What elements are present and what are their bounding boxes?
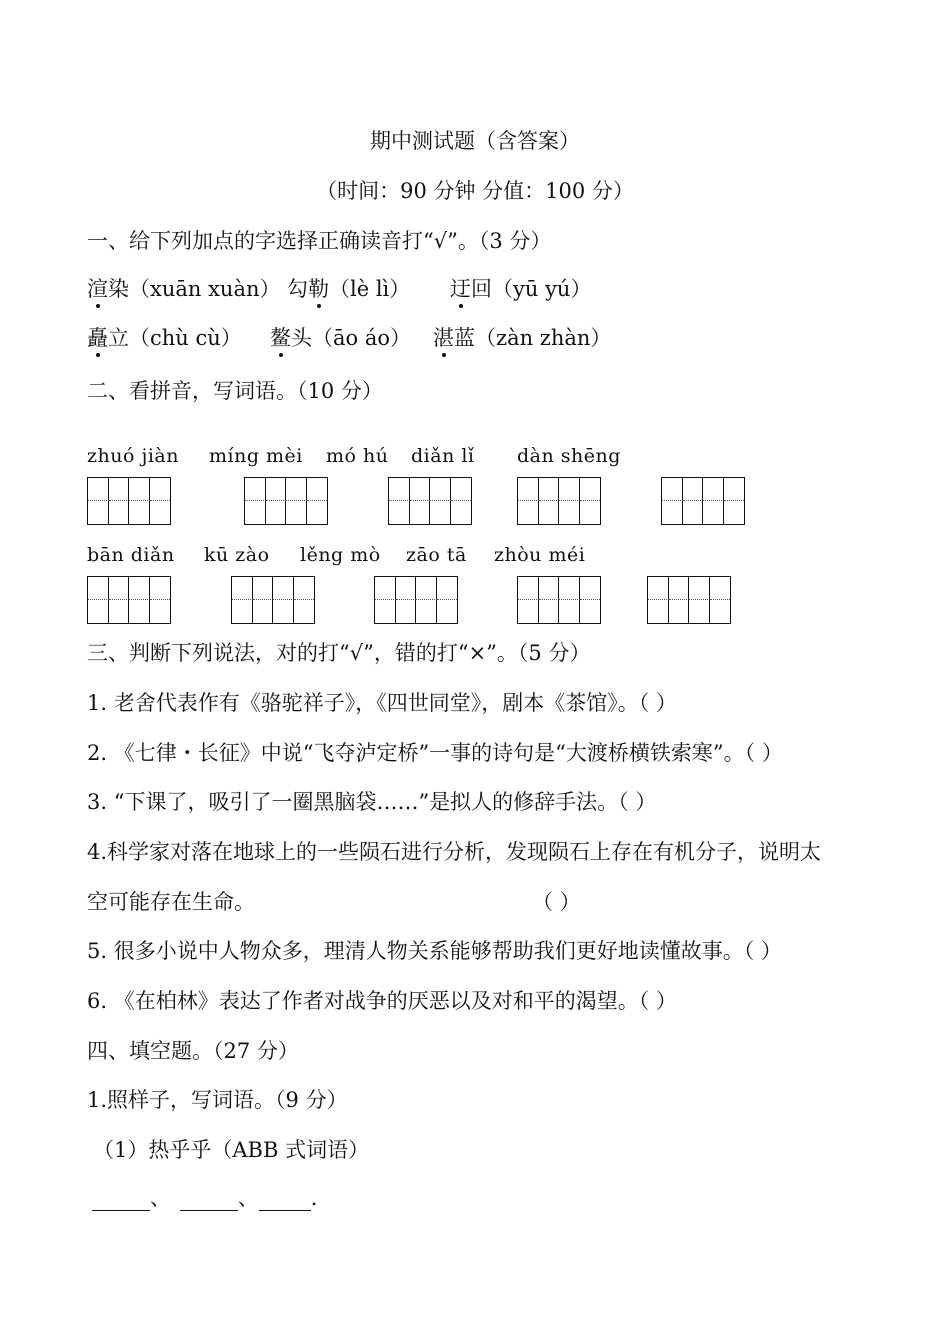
word-char: 蓝 [454, 326, 475, 350]
word-char: 立 [108, 326, 129, 350]
pinyin-label: diǎn lǐ [411, 445, 475, 467]
pinyin-options[interactable]: （āo áo） [312, 326, 412, 350]
writing-grid[interactable] [374, 576, 458, 624]
writing-grid[interactable] [661, 477, 745, 525]
section1-heading: 一、给下列加点的字选择正确读音打“√”。（3 分） [87, 229, 552, 253]
writing-grid[interactable] [244, 477, 328, 525]
writing-grid[interactable] [388, 477, 472, 525]
section3-heading: 三、判断下列说法，对的打“√”，错的打“×”。（5 分） [87, 641, 591, 665]
writing-grid[interactable] [87, 576, 171, 624]
word-char: 勾 [287, 277, 308, 301]
dotted-char: 鳌 [270, 326, 291, 350]
writing-grid[interactable] [87, 477, 171, 525]
word-char: 回 [471, 277, 492, 301]
pinyin-label: mó hú [326, 445, 389, 467]
dotted-char: 湛 [433, 326, 454, 350]
dotted-char: 勒 [308, 277, 329, 301]
writing-grid[interactable] [231, 576, 315, 624]
separator: 、 [150, 1186, 171, 1210]
judgment-answer-paren[interactable]: （ ） [532, 890, 581, 914]
answer-blanks [92, 1185, 317, 1211]
dotted-char: 矗 [87, 326, 108, 350]
word-char: 头 [291, 326, 312, 350]
pinyin-label: bān diǎn [87, 544, 175, 566]
judgment-item[interactable]: 4.科学家对落在地球上的一些陨石进行分析，发现陨石上存在有机分子，说明太 [87, 840, 822, 864]
judgment-item[interactable]: 6. 《在柏林》表达了作者对战争的厌恶以及对和平的渴望。（ ） [87, 989, 677, 1013]
pinyin-options[interactable]: （zàn zhàn） [475, 326, 612, 350]
pinyin-choice-item [87, 276, 281, 302]
answer-blank[interactable] [259, 1192, 311, 1211]
dotted-char: 迂 [450, 277, 471, 301]
section4-question1: （1）热乎乎（ABB 式词语） [93, 1138, 370, 1162]
answer-blank[interactable] [92, 1192, 150, 1211]
writing-grid[interactable] [517, 576, 601, 624]
pinyin-options[interactable]: （xuān xuàn） [129, 277, 281, 301]
pinyin-options[interactable]: （lè lì） [329, 277, 411, 301]
pinyin-label: zhuó jiàn [87, 445, 179, 467]
page-title: 期中测试题（含答案） [370, 129, 580, 153]
end-period: . [310, 1186, 318, 1210]
judgment-item[interactable]: 1. 老舍代表作有《骆驼祥子》，《四世同堂》，剧本《茶馆》。（ ） [87, 691, 677, 715]
section4-sub1: 1.照样子，写词语。（9 分） [87, 1088, 348, 1112]
pinyin-label: zāo tā [406, 544, 467, 566]
pinyin-label: zhòu méi [494, 544, 586, 566]
pinyin-options[interactable]: （yū yú） [492, 277, 592, 301]
pinyin-choice-item [287, 276, 410, 302]
judgment-item[interactable]: 5. 很多小说中人物众多，理清人物关系能够帮助我们更好地读懂故事。（ ） [87, 939, 782, 963]
pinyin-choice-item [270, 325, 411, 351]
judgment-item-continued: 空可能存在生命。 [87, 890, 255, 914]
pinyin-label: dàn shēng [517, 445, 621, 467]
answer-blank[interactable] [180, 1192, 238, 1211]
writing-grid[interactable] [647, 576, 731, 624]
pinyin-label: lěng mò [300, 544, 381, 566]
separator: 、 [237, 1186, 259, 1210]
pinyin-label: míng mèi [209, 445, 303, 467]
pinyin-label: kū zào [204, 544, 270, 566]
page-subtitle: （时间：90 分钟 分值：100 分） [316, 179, 634, 203]
dotted-char: 渲 [87, 277, 108, 301]
pinyin-choice-item [433, 325, 611, 351]
word-char: 染 [108, 277, 129, 301]
judgment-item[interactable]: 3. “下课了，吸引了一圈黑脑袋……”是拟人的修辞手法。（ ） [87, 790, 657, 814]
pinyin-choice-item [450, 276, 591, 302]
pinyin-choice-item [87, 325, 242, 351]
section2-heading: 二、看拼音，写词语。（10 分） [87, 379, 383, 403]
judgment-item[interactable]: 2. 《七律・长征》中说“飞夺泸定桥”一事的诗句是“大渡桥横铁索寒”。（ ） [87, 741, 783, 765]
writing-grid[interactable] [517, 477, 601, 525]
pinyin-options[interactable]: （chù cù） [129, 326, 242, 350]
section4-heading: 四、填空题。（27 分） [87, 1039, 299, 1063]
